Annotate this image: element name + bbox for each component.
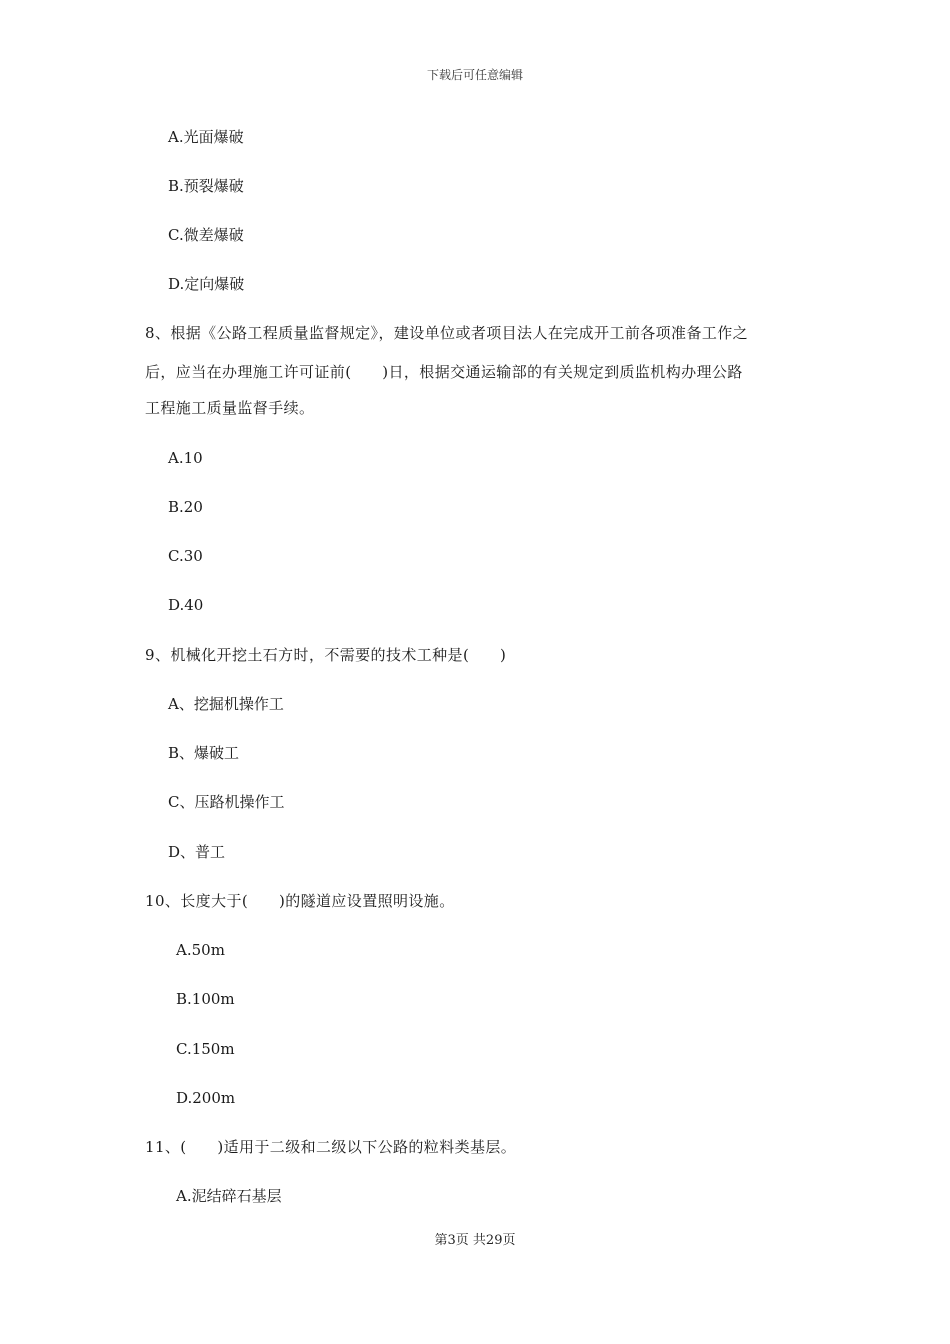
question-10-option-b: B.100m [176,990,235,1008]
question-10-text: 10、长度大于( )的隧道应设置照明设施。 [145,892,455,910]
question-8-line-3: 工程施工质量监督手续。 [145,399,315,417]
question-9-option-a: A、挖掘机操作工 [168,695,284,713]
question-9-option-d: D、普工 [168,843,226,861]
option-a-prev: A.光面爆破 [168,128,244,146]
question-8-option-b: B.20 [168,498,203,516]
question-9-text: 9、机械化开挖土石方时，不需要的技术工种是( ) [145,646,507,664]
option-d-prev: D.定向爆破 [168,275,245,293]
option-c-prev: C.微差爆破 [168,226,244,244]
question-9-option-b: B、爆破工 [168,744,240,762]
question-8-option-d: D.40 [168,596,204,614]
question-10-option-c: C.150m [176,1040,235,1058]
question-10-option-a: A.50m [176,941,225,959]
option-b-prev: B.预裂爆破 [168,177,244,195]
question-11-text: 11、( )适用于二级和二级以下公路的粒料类基层。 [145,1138,517,1156]
question-9-option-c: C、压路机操作工 [168,793,285,811]
question-10-option-d: D.200m [176,1089,236,1107]
page-footer: 第3页 共29页 [434,1233,516,1248]
question-8-line-2: 后，应当在办理施工许可证前( )日，根据交通运输部的有关规定到质监机构办理公路 [145,363,743,381]
page-header: 下载后可任意编辑 [426,68,523,82]
question-8-option-c: C.30 [168,547,203,565]
question-8-line-1: 8、根据《公路工程质量监督规定》，建设单位或者项目法人在完成开工前各项准备工作之 [145,324,749,342]
question-8-option-a: A.10 [168,449,203,467]
question-11-option-a: A.泥结碎石基层 [176,1187,282,1205]
